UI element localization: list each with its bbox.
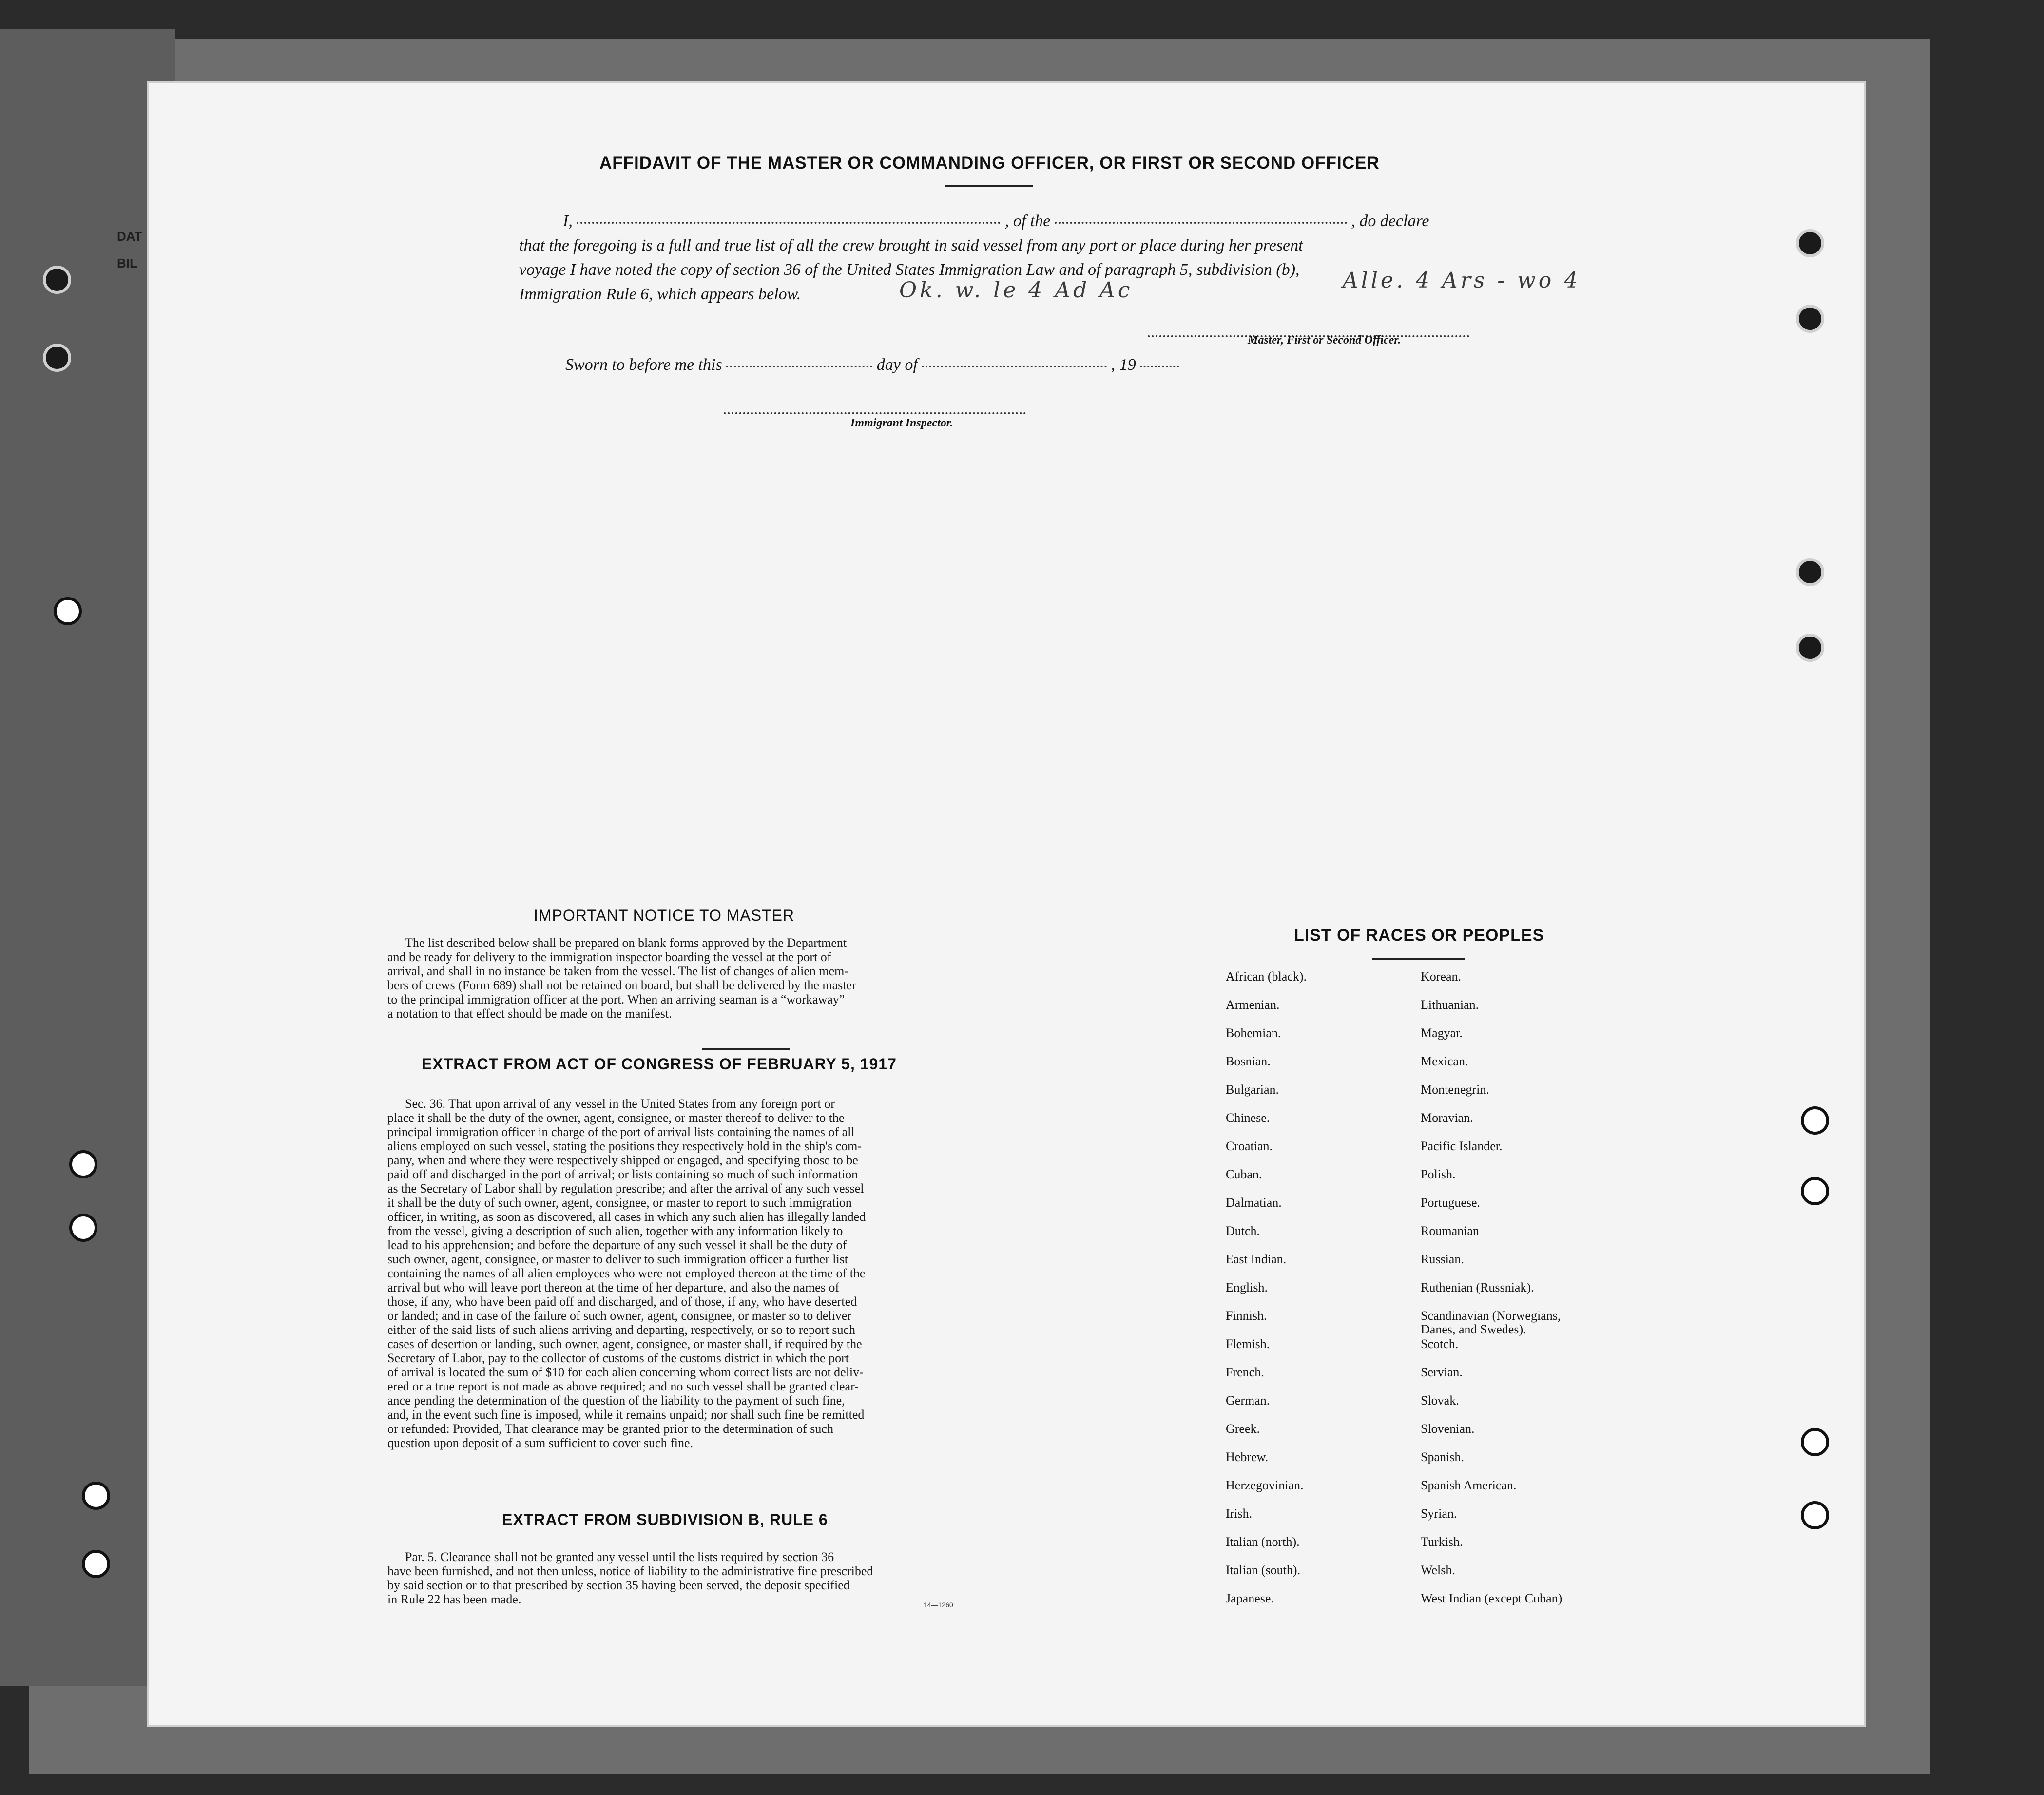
inspector-signature-line [724, 408, 1026, 417]
act-line: place it shall be the duty of the owner, agent, consignee, or master thereof to deliver to the [387, 1111, 845, 1125]
handwritten-annotation-1: Ok. w. le 4 Ad Ac [899, 278, 1133, 303]
race-item: Welsh. [1421, 1563, 1455, 1577]
declare-label: , do declare [1351, 212, 1429, 230]
punch-hole [1801, 1106, 1829, 1135]
affidavit-title: AFFIDAVIT OF THE MASTER OR COMMANDING OFFICER, OR FIRST OR SECOND OFFICER [599, 154, 1380, 173]
punch-hole [82, 1482, 110, 1510]
race-item: Japanese. [1226, 1591, 1274, 1605]
notice-title: IMPORTANT NOTICE TO MASTER [534, 907, 795, 924]
sworn-day-field [726, 365, 872, 367]
race-item: Russian. [1421, 1252, 1464, 1266]
notice-line: and be ready for delivery to the immigration inspector boarding the vessel at the port of [387, 950, 831, 964]
affidavit-line-3: voyage I have noted the copy of section 36 of the United States Immigration Law and of paragraph 5, subdivision (b), [519, 261, 1300, 279]
race-item: Bohemian. [1226, 1026, 1281, 1040]
race-item: Croatian. [1226, 1139, 1273, 1153]
race-item: Flemish. [1226, 1337, 1270, 1351]
signature-caption: Master, First or Second Officer. [1248, 334, 1401, 347]
race-item: West Indian (except Cuban) [1421, 1591, 1562, 1605]
races-title: LIST OF RACES OR PEOPLES [1294, 926, 1544, 945]
notice-line: arrival, and shall in no instance be taken from the vessel. The list of changes of alien mem- [387, 964, 849, 978]
act-line: Secretary of Labor, pay to the collector of customs of the customs district in which the port [387, 1351, 849, 1365]
races-right-column [1421, 970, 1625, 1620]
punch-hole [1801, 1177, 1829, 1205]
rule-line: in Rule 22 has been made. [387, 1592, 521, 1606]
race-item: Portuguese. [1421, 1196, 1481, 1210]
race-item: Herzegovinian. [1226, 1478, 1304, 1492]
manifest-page [149, 83, 1864, 1725]
rule-line: Par. 5. Clearance shall not be granted any vessel until the lists required by section 36 [405, 1550, 834, 1564]
race-item: Italian (north). [1226, 1535, 1300, 1549]
act-line: from the vessel, giving a description of such alien, together with any information likely to [387, 1224, 843, 1238]
act-line: and, in the event such fine is imposed, while it remains unpaid; nor shall such fine be remitted [387, 1408, 865, 1422]
notice-body [387, 936, 1121, 1021]
sworn-year-field [1140, 365, 1179, 367]
punch-hole [1796, 558, 1824, 586]
race-item: Bosnian. [1226, 1054, 1271, 1068]
sworn-month-field [922, 365, 1107, 367]
race-item: Spanish American. [1421, 1478, 1517, 1492]
race-item: Chinese. [1226, 1111, 1270, 1125]
race-item: Scotch. [1421, 1337, 1459, 1351]
act-line: aliens employed on such vessel, stating the positions they respectively hold in the ship's com- [387, 1139, 862, 1153]
sworn-prefix: Sworn to before me this [565, 356, 722, 374]
rule-extract-title: EXTRACT FROM SUBDIVISION B, RULE 6 [502, 1511, 828, 1528]
act-line: such owner, agent, consignee, or master to deliver to such immigration officer a further list [387, 1252, 848, 1266]
vessel-name-field [1055, 221, 1347, 224]
race-item: Lithuanian. [1421, 998, 1479, 1012]
sworn-day-label: day of [876, 356, 918, 374]
act-line: cases of desertion or landing, such owner, agent, consignee, or master shall, if required by the [387, 1337, 862, 1351]
affidavit-line-4: Immigration Rule 6, which appears below. [519, 285, 801, 303]
act-line: ered or a true report is not made as above required; and no such vessel shall be granted clear- [387, 1379, 859, 1393]
race-item: Hebrew. [1226, 1450, 1269, 1464]
act-line: of arrival is located the sum of $10 for each alien concerning whom correct lists are not deliv- [387, 1365, 864, 1379]
act-line: principal immigration officer in charge of the port of arrival lists containing the names of all [387, 1125, 855, 1139]
punch-hole [1801, 1501, 1829, 1529]
race-item: Moravian. [1421, 1111, 1473, 1125]
punch-hole [1801, 1428, 1829, 1456]
backing-label-2: BIL [117, 256, 137, 270]
act-line: those, if any, who have been paid off and discharged, and of those, if any, who have deserted [387, 1294, 857, 1309]
inspector-caption: Immigrant Inspector. [850, 417, 953, 429]
race-item: Slovenian. [1421, 1422, 1475, 1436]
races-rule [1372, 958, 1465, 960]
race-item: African (black). [1226, 969, 1307, 984]
race-item: Slovak. [1421, 1393, 1459, 1408]
punch-hole [1796, 229, 1824, 257]
affidavit-line-1 [563, 212, 1429, 231]
race-item: English. [1226, 1280, 1268, 1294]
punch-hole [54, 597, 82, 625]
declarant-prefix: I, [563, 212, 573, 230]
race-item: Magyar. [1421, 1026, 1463, 1040]
sworn-line [565, 356, 1179, 374]
rule-line: by said section or to that prescribed by section 35 having been served, the deposit specified [387, 1578, 850, 1592]
notice-line: to the principal immigration officer at the port. When an arriving seaman is a “workaway” [387, 992, 845, 1006]
race-item: Mexican. [1421, 1054, 1468, 1068]
race-item: Dalmatian. [1226, 1196, 1282, 1210]
sworn-year-label: , 19 [1111, 356, 1136, 374]
race-item: Polish. [1421, 1167, 1456, 1181]
act-extract-body [387, 1097, 1121, 1450]
act-line: it shall be the duty of such owner, agent, consignee, or master to report to such immigration [387, 1196, 852, 1210]
declarant-name-field [577, 221, 1001, 224]
race-item: Ruthenian (Russniak). [1421, 1280, 1534, 1294]
notice-line: a notation to that effect should be made on the manifest. [387, 1006, 672, 1021]
act-line: officer, in writing, as soon as discovered, all cases in which any such alien has illegally landed [387, 1210, 866, 1224]
races-left-column [1226, 970, 1411, 1620]
punch-hole [43, 266, 71, 294]
race-item: Finnish. [1226, 1309, 1267, 1323]
punch-hole [69, 1214, 97, 1242]
race-item: Montenegrin. [1421, 1082, 1489, 1097]
race-item: French. [1226, 1365, 1264, 1379]
race-item: Scandinavian (Norwegians, Danes, and Swedes). [1421, 1309, 1561, 1336]
race-item: German. [1226, 1393, 1270, 1408]
act-line: either of the said lists of such aliens arriving and departing, respectively, or so to report such [387, 1323, 856, 1337]
act-line: pany, when and where they were respectively shipped or engaged, and specifying those to be [387, 1153, 858, 1167]
act-line: or refunded: Provided, That clearance may be granted prior to the determination of such [387, 1422, 833, 1436]
act-line: ance pending the determination of the question of the liability to the payment of such fine, [387, 1393, 845, 1408]
race-item: Greek. [1226, 1422, 1260, 1436]
title-rule [945, 185, 1033, 187]
act-extract-title: EXTRACT FROM ACT OF CONGRESS OF FEBRUARY 5, 1917 [422, 1055, 897, 1073]
race-item: Italian (south). [1226, 1563, 1301, 1577]
race-item: East Indian. [1226, 1252, 1287, 1266]
rule-extract-body [387, 1550, 1121, 1606]
race-item: Pacific Islander. [1421, 1139, 1503, 1153]
race-item: Dutch. [1226, 1224, 1260, 1238]
race-item: Irish. [1226, 1506, 1253, 1521]
punch-hole [43, 344, 71, 372]
act-line: paid off and discharged in the port of arrival; or lists containing so much of such information [387, 1167, 858, 1181]
race-item: Cuban. [1226, 1167, 1262, 1181]
affidavit-line-2: that the foregoing is a full and true list of all the crew brought in said vessel from any port or place during her present [519, 236, 1303, 254]
notice-line: The list described below shall be prepared on blank forms approved by the Department [405, 936, 847, 950]
form-number: 14—1260 [924, 1601, 953, 1609]
race-item: Syrian. [1421, 1506, 1457, 1521]
race-item: Servian. [1421, 1365, 1463, 1379]
act-line: as the Secretary of Labor shall by regulation prescribe; and after the arrival of any such vessel [387, 1181, 864, 1196]
act-line: or landed; and in case of the failure of such owner, agent, consignee, or master so to deliver [387, 1309, 851, 1323]
race-item: Turkish. [1421, 1535, 1463, 1549]
race-item: Spanish. [1421, 1450, 1464, 1464]
punch-hole [82, 1550, 110, 1578]
punch-hole [1796, 634, 1824, 662]
notice-rule [702, 1048, 790, 1050]
handwritten-annotation-2: Alle. 4 Ars - wo 4 [1343, 268, 1581, 293]
race-item: Bulgarian. [1226, 1082, 1279, 1097]
rule-line: have been furnished, and not then unless, notice of liability to the administrative fine prescribed [387, 1564, 873, 1578]
notice-line: bers of crews (Form 689) shall not be retained on board, but shall be delivered by the master [387, 978, 856, 992]
race-item: Armenian. [1226, 998, 1280, 1012]
race-item: Roumanian [1421, 1224, 1479, 1238]
race-item: Korean. [1421, 969, 1462, 984]
of-the-label: , of the [1004, 212, 1051, 230]
act-line: lead to his apprehension; and before the departure of any such vessel it shall be the duty of [387, 1238, 847, 1252]
act-line: arrival but who will leave port thereon at the time of her departure, and also the names of [387, 1280, 839, 1294]
punch-hole [1796, 305, 1824, 333]
act-line: question upon deposit of a sum sufficient to cover such fine. [387, 1436, 694, 1450]
act-line: Sec. 36. That upon arrival of any vessel in the United States from any foreign port or [405, 1097, 835, 1111]
act-line: containing the names of all alien employees who were not employed thereon at the time of the [387, 1266, 866, 1280]
backing-label-1: DAT [117, 229, 142, 244]
punch-hole [69, 1150, 97, 1178]
